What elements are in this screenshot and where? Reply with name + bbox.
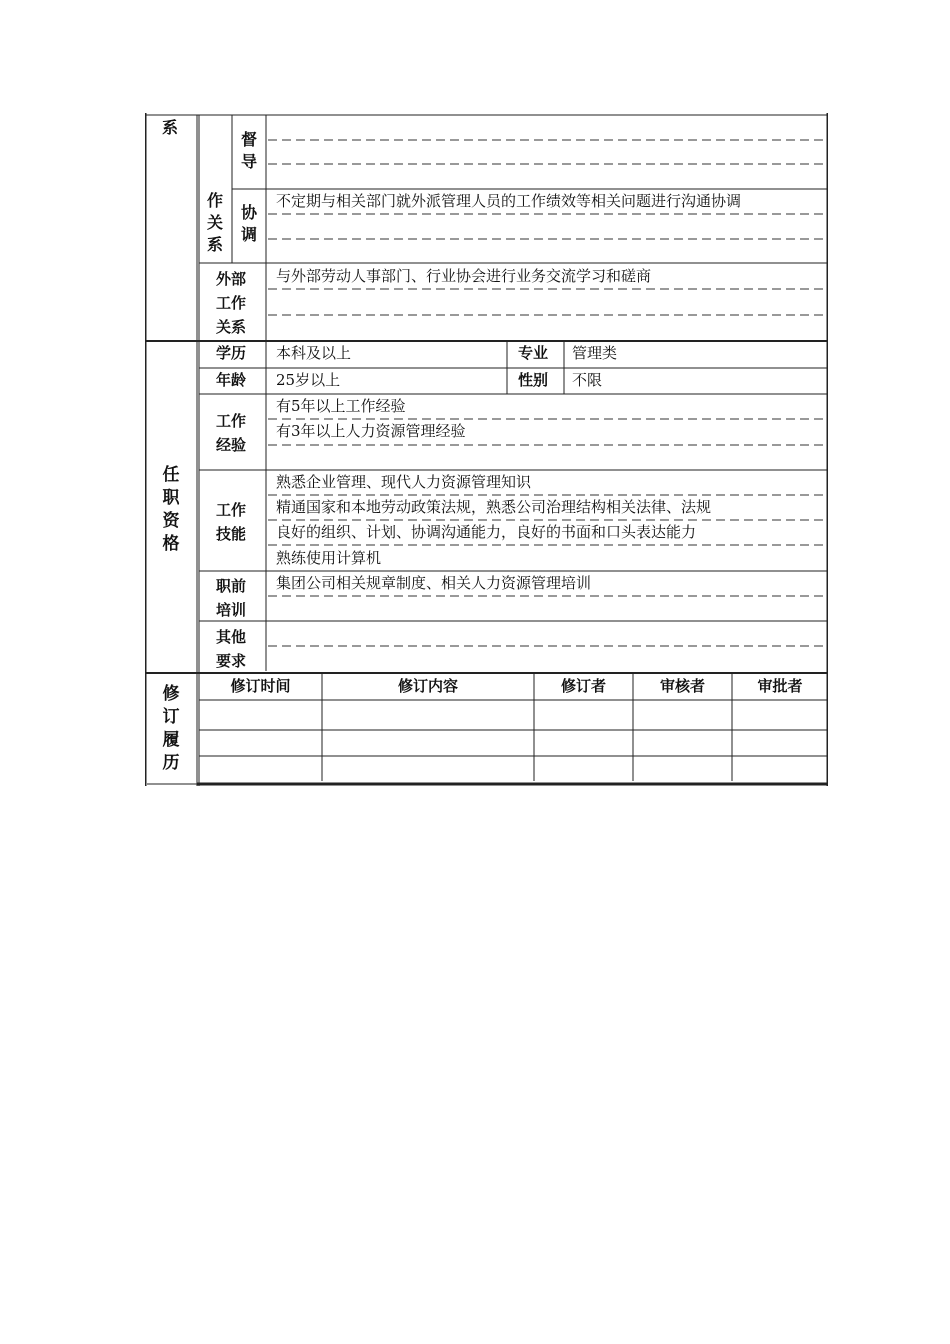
gender-value: 不限: [572, 371, 603, 389]
revision-header-reviewer: 审核者: [659, 677, 705, 695]
revision-header-date: 修订时间: [230, 677, 291, 695]
revision-header-approver: 审批者: [757, 677, 803, 695]
skills-item: 良好的组织、计划、协调沟通能力，良好的书面和口头表达能力: [276, 523, 697, 541]
coordinate-label: 协 调: [240, 203, 257, 244]
supervise-label: 督 导: [240, 130, 257, 171]
training-text: 集团公司相关规章制度、相关人力资源管理培训: [276, 574, 592, 592]
qualification-section-label: 任 职 资 格: [162, 465, 180, 554]
skills-item: 精通国家和本地劳动政策法规，熟悉公司治理结构相关法律、法规: [276, 498, 712, 516]
internal-relations-label: 作 关 系: [206, 191, 223, 254]
major-value: 管理类: [572, 344, 618, 362]
skills-label: 工作 技能: [216, 501, 247, 543]
gender-label: 性别: [518, 371, 549, 389]
experience-item: 有3年以上人力资源管理经验: [276, 422, 466, 440]
experience-label: 工作 经验: [216, 412, 247, 454]
revision-section-label: 修 订 履 历: [162, 684, 180, 773]
external-relations-label: 外部 工作 关系: [216, 270, 247, 336]
training-label: 职前 培训: [216, 577, 247, 619]
age-label: 年龄: [216, 371, 247, 389]
skills-item: 熟练使用计算机: [276, 549, 382, 567]
age-value: 25岁以上: [276, 371, 341, 389]
revision-header-content: 修订内容: [397, 677, 458, 695]
revision-header-reviser: 修订者: [560, 677, 606, 695]
external-relations-text: 与外部劳动人事部门、行业协会进行业务交流学习和磋商: [276, 267, 652, 285]
other-requirements-label: 其他 要求: [216, 628, 247, 670]
skills-item: 熟悉企业管理、现代人力资源管理知识: [276, 473, 532, 491]
education-label: 学历: [216, 344, 247, 362]
job-description-form: [145, 113, 828, 786]
education-value: 本科及以上: [276, 344, 352, 362]
relations-section-label-tail: 系: [162, 118, 179, 137]
major-label: 专业: [518, 344, 549, 362]
coordinate-text: 不定期与相关部门就外派管理人员的工作绩效等相关问题进行沟通协调: [276, 192, 742, 210]
experience-item: 有5年以上工作经验: [276, 397, 406, 415]
